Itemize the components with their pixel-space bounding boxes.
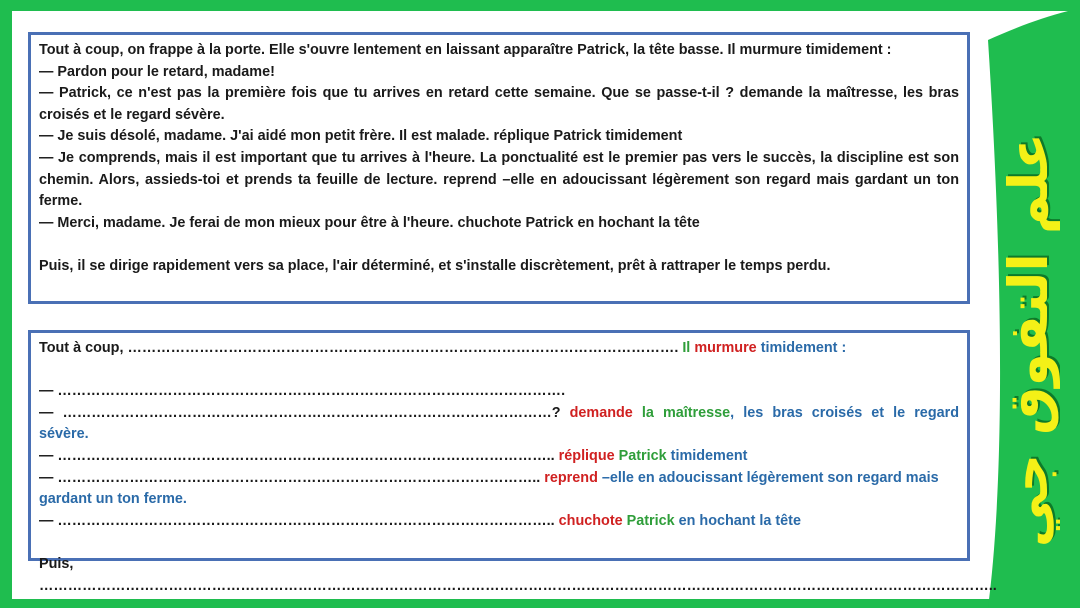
exercise-lead: Puis, xyxy=(39,555,74,572)
exercise-line-2 xyxy=(39,381,959,403)
story-box xyxy=(28,32,970,304)
verb-word: murmure xyxy=(694,340,761,356)
exercise-lead: — xyxy=(39,469,58,486)
fill-in-blank[interactable]: ……………………………………………………………………………………………. xyxy=(57,383,566,400)
complement-words: timidement xyxy=(666,447,748,464)
complement-words: gardant un ton ferme. xyxy=(39,491,187,508)
exercise-line-7 xyxy=(39,554,997,597)
complement-words: en hochant la tête xyxy=(674,512,801,529)
fill-in-blank[interactable]: ……………………………………………………………………………………….. xyxy=(57,469,541,486)
complement-words: timidement : xyxy=(760,340,847,356)
exercise-line-6 xyxy=(39,511,959,533)
spacer xyxy=(39,360,959,382)
verb-word: chuchote xyxy=(554,512,623,529)
story-paragraph-3: — Patrick, ce n'est pas la première fois que tu arrives en retard cette semaine. Que se passe-t-il ? demande la maîtresse, les bras croisés et le regard sévère. xyxy=(39,85,959,123)
verb-word: reprend xyxy=(540,469,598,486)
fill-in-blank[interactable]: ………………………………………………………………………………………….. xyxy=(57,512,555,529)
exercise-line-1 xyxy=(39,338,959,360)
fill-in-blank[interactable]: ……………………………………………………………………………………………………………………………………………………………………………….. xyxy=(39,577,997,594)
spacer xyxy=(39,532,959,554)
story-paragraph-4: — Je suis désolé, madame. J'ai aidé mon petit frère. Il est malade. réplique Patrick timidement xyxy=(39,128,683,145)
exercise-lead: — xyxy=(39,447,58,464)
logo xyxy=(994,132,1064,548)
spacer xyxy=(39,234,959,256)
fill-in-blank[interactable]: …………………………………………………………………………………………? xyxy=(62,404,561,421)
story-paragraph-7: Puis, il se dirige rapidement vers sa place, l'air déterminé, et s'installe discrètement, prêt à rattraper le temps perdu. xyxy=(39,257,831,274)
fill-in-blank[interactable]: ………………………………………………………………………………………….. xyxy=(57,447,555,464)
exercise-lead: Tout à coup, xyxy=(39,340,128,356)
story-paragraph-1: Tout à coup, on frappe à la porte. Elle s'ouvre lentement en laissant apparaître Patrick, la tête basse. Il murmure timidement : xyxy=(39,42,892,58)
story-paragraph-2: — Pardon pour le retard, madame! xyxy=(39,63,275,80)
complement-words: –elle en adoucissant légèrement son regard mais xyxy=(597,469,939,486)
fill-in-blank[interactable]: ……………………………………………………………………………………………………. xyxy=(127,340,683,356)
story-paragraph-6: — Merci, madame. Je ferai de mon mieux pour être à l'heure. chuchote Patrick en hochant la tête xyxy=(39,214,700,231)
subject-word: Patrick xyxy=(622,512,675,529)
exercise-line-3 xyxy=(39,403,959,446)
subject-word: la maîtresse xyxy=(632,404,731,421)
exercise-lead: — xyxy=(39,404,63,421)
exercise-box xyxy=(28,330,997,594)
subject-word: Il xyxy=(682,340,695,356)
complement-words: , les bras croisés et le regard sévère. xyxy=(39,404,959,443)
verb-word: demande xyxy=(560,404,633,421)
exercise-line-4 xyxy=(39,446,959,468)
exercise-lead: — xyxy=(39,512,58,529)
logo-text: علم التفوق جي xyxy=(997,132,1060,548)
story-paragraph-5: — Je comprends, mais il est important que tu arrives à l'heure. La ponctualité est le premier pas vers le succès, la discipline est son chemin. Alors, assieds-toi et prends ta feuille de lecture. reprend –elle en adoucissant légèrement son regard mais gardant un ton ferme. xyxy=(39,149,959,210)
exercise-lead: — xyxy=(39,383,58,400)
subject-word: Patrick xyxy=(614,447,667,464)
verb-word: réplique xyxy=(554,447,615,464)
exercise-line-5 xyxy=(39,468,959,511)
